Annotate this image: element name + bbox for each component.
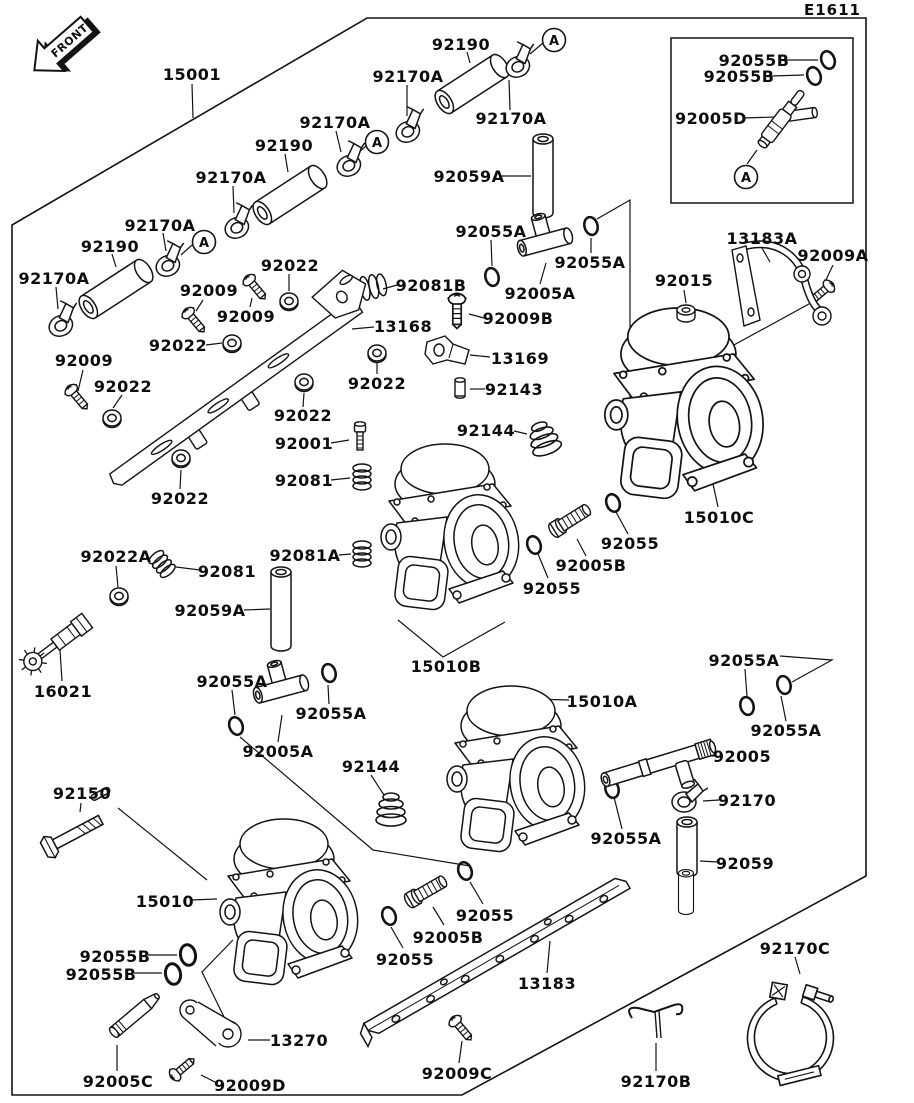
part-screw [180,305,210,337]
part-washer [172,450,190,468]
part-label: 13168 [373,317,433,336]
part-label: 92005D [675,109,747,128]
leader-line [191,899,217,900]
part-label: 92143 [484,380,544,399]
part-spring [353,541,371,567]
part-label: 92190 [254,136,314,155]
part-label: 13183A [726,229,798,248]
detail-marker [735,166,758,189]
part-label: 92081A [269,546,341,565]
detail-marker-letter: A [371,135,383,151]
leader-line [703,800,719,801]
part-label: 15010A [566,692,638,711]
part-washer [223,335,241,353]
leader-line [371,775,384,795]
detail-marker [366,131,389,154]
part-label: 92022 [273,406,333,425]
leader-line [352,327,374,329]
part-oring [179,944,197,967]
detail-marker [193,231,216,254]
leader-line [163,233,166,251]
leader-line [540,263,546,284]
part-label: 92005A [242,742,314,761]
leader-line [60,650,62,681]
part-band92170c [747,982,834,1085]
part-oring [525,534,543,555]
part-carb [447,686,592,853]
part-label: 92009 [179,281,239,300]
part-label: 92009 [216,307,276,326]
part-label: 92190 [80,237,140,256]
part-label: 92170A [372,67,444,86]
part-cyl [455,378,465,398]
part-oring [164,963,182,986]
leader-line [616,512,628,534]
part-carb [605,308,772,500]
leader-line [233,186,234,213]
part-label: 92059A [433,167,505,186]
part-label: 15010 [135,892,195,911]
part-clamp [147,235,194,280]
detail-marker-letter: A [548,33,560,49]
leader-line [78,370,83,391]
part-oring [320,663,337,684]
part-label: 92170A [18,269,90,288]
detail-marker-letter: A [198,235,210,251]
part-nut [677,305,695,322]
leader-line [762,248,770,262]
leader-line [285,154,288,172]
part-label: 92055B [718,51,790,70]
leader-line [391,927,403,948]
part-label: 92022 [93,377,153,396]
part-label: 92081 [197,562,257,581]
part-label: 92150 [52,784,112,803]
part-label: 92022 [150,489,210,508]
leader-line [771,75,804,76]
leader-line [547,941,550,973]
leader-line [491,240,492,266]
leader-line [331,440,349,443]
part-label: 13270 [269,1031,329,1050]
part-tube [533,134,553,218]
part-label: 16021 [33,682,93,701]
part-label: 92001 [274,434,334,453]
front-arrow-label: FRONT [48,21,91,61]
leader-line [530,43,543,54]
part-label: 15010C [683,508,755,527]
leader-line [303,393,304,407]
part-label: 92022 [260,256,320,275]
part-label: 92170 [717,791,777,810]
part-label: 92055B [703,67,775,86]
part-cylbolt [402,873,449,909]
leader-line [577,539,586,556]
part-screw [167,1054,199,1084]
detail-marker-letter: A [740,170,752,186]
part-washer [103,410,121,428]
part-label: 92009D [214,1076,286,1095]
part-label: 92170C [759,939,831,958]
leader-line [433,907,444,925]
part-label: 92009 [54,351,114,370]
part-label: 92009A [797,246,869,265]
part-label: 15001 [162,65,222,84]
leader-line [514,431,527,434]
leader-line [470,355,490,357]
part-oring [483,267,500,288]
leader-line [196,300,203,311]
leader-line [192,84,193,118]
leader-line [614,797,622,829]
leader-line [176,567,200,570]
part-oring [456,860,474,881]
leader-line [538,554,548,578]
part-label: 92081 [274,471,334,490]
part-label: 92170A [475,109,547,128]
part-label: 92055A [196,672,268,691]
leader-line [116,566,118,587]
part-label: 92055 [455,906,515,925]
part-label: 92144 [341,757,401,776]
part-label: 92015 [654,271,714,290]
part-washer [110,588,128,606]
part-label: 92055 [522,579,582,598]
leader-line [747,150,757,164]
leader-line [278,715,282,742]
part-washer [368,345,386,363]
part-label: 92055B [79,947,151,966]
part-tube2 [677,817,697,877]
part-label: 92170A [195,168,267,187]
part-label: 92005 [712,747,772,766]
part-washer [280,293,298,311]
part-label: 92055A [554,253,626,272]
part-bracket13270 [180,1000,241,1047]
leader-line [336,131,341,152]
part-label: 92009B [482,309,554,328]
part-label: 92005B [412,928,484,947]
part-label: 92005C [82,1072,154,1091]
part-label: 92055A [455,222,527,241]
leader-line [118,808,207,880]
part-label: 92022 [347,374,407,393]
leader-line [56,287,58,309]
part-label: 92022 [148,336,208,355]
leader-line [328,685,329,704]
part-springbig [524,418,563,459]
part-label: 92055A [295,704,367,723]
part-oring [738,696,755,717]
part-oring [775,675,792,696]
leader-line [684,290,686,303]
part-lever13169 [425,336,469,364]
leader-line [113,395,122,408]
part-screw [449,293,466,328]
part-label: 92081B [395,276,467,295]
part-screw [447,1013,477,1045]
part-springbig [376,793,406,826]
part-wire92170b [629,1004,682,1038]
leader-line [331,478,350,480]
part-label: 92059A [174,601,246,620]
part-label: 92022A [80,547,152,566]
part-label: 92055A [750,721,822,740]
part-label: 13169 [490,349,550,368]
part-pipe92005d [755,87,824,163]
part-cable16021 [13,609,95,681]
part-oring [604,492,622,513]
leader-line [232,690,235,715]
part-label: 92170A [299,113,371,132]
part-label: 92055A [590,829,662,848]
part-bolt [355,422,366,450]
part-screw [63,382,93,414]
leader-line [459,1041,462,1063]
part-oring [819,49,837,70]
diagram-code: E1611 [804,1,861,19]
part-label: 15010B [410,657,482,676]
part-washer [295,374,313,392]
part-label: 92144 [456,421,516,440]
leader-line [743,117,776,118]
leader-line [201,1075,215,1082]
part-label: 92055B [65,965,137,984]
part-oring [227,715,245,736]
part-label: 92190 [431,35,491,54]
leader-line [339,554,351,555]
leader-line [244,609,270,610]
part-label: 92055 [375,950,435,969]
detail-marker [543,29,566,52]
part-label: 13183 [517,974,577,993]
part-tube2 [679,870,694,915]
part-carb [381,444,526,611]
part-label: 92005B [555,556,627,575]
leader-polyline [398,620,505,657]
part-spring [353,464,371,490]
part-oring [380,905,398,926]
leader-line [509,80,510,110]
part-boot [431,51,512,116]
part-clamp [387,101,434,146]
leader-line [180,470,181,489]
part-carb [220,819,365,986]
part-cylbolt [547,502,594,539]
leader-line [470,882,483,904]
front-arrow-icon [21,6,107,89]
leader-line [250,298,252,307]
part-label: 92005A [504,284,576,303]
part-tube [271,567,291,651]
part-label: 92055 [600,534,660,553]
leader-line [206,343,222,345]
part-oring [805,65,823,86]
part-label: 92059 [715,854,775,873]
part-label: 92009C [421,1064,493,1083]
part-label: 92055A [708,651,780,670]
leader-line [80,803,81,812]
leader-line [795,957,800,974]
part-label: 92170A [124,216,196,235]
part-screw [241,272,271,304]
part-label: 92170B [620,1072,692,1091]
part-pipe92005c [108,991,162,1039]
leader-line [781,696,786,721]
leader-line [181,245,192,255]
leader-line [745,669,747,697]
